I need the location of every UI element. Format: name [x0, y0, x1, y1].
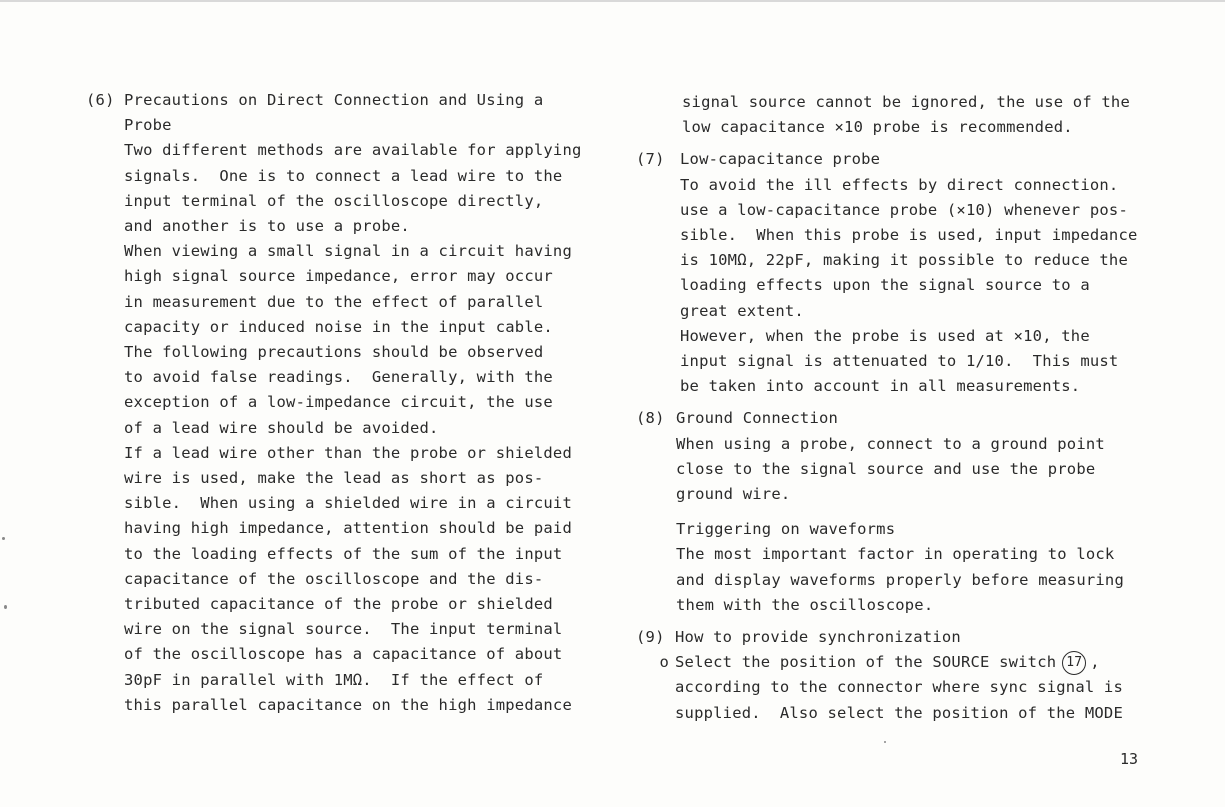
text-line: high signal source impedance, error may occur [124, 267, 553, 286]
text-line: close to the signal source and use the probe [676, 459, 1096, 478]
section-8-body [636, 432, 1181, 508]
text-line: signals. One is to connect a lead wire to the [124, 166, 563, 185]
text-line: sible. When using a shielded wire in a circuit [124, 494, 572, 513]
text-line: to avoid false readings. Generally, with the [124, 368, 553, 387]
bullet-text [675, 650, 1100, 675]
text-line: them with the oscilloscope. [676, 595, 934, 614]
text-line: If a lead wire other than the probe or shielded [124, 443, 572, 462]
section-6-number: (6) [86, 91, 115, 109]
section-9-number: (9) [636, 628, 665, 647]
text-line: 30pF in parallel with 1MΩ. If the effect of [124, 670, 544, 689]
text-line: The most important factor in operating to lock [676, 545, 1115, 564]
scan-speck [2, 537, 5, 540]
text-line: great extent. [680, 301, 804, 320]
text-line: exception of a low-impedance circuit, the use [124, 393, 553, 412]
bullet-item [636, 650, 1181, 675]
section-8-number: (8) [636, 409, 665, 428]
left-column [86, 88, 616, 718]
text-line: in measurement due to the effect of parallel [124, 292, 544, 311]
text-line: tributed capacitance of the probe or shielded [124, 595, 553, 614]
text-line: wire on the signal source. The input terminal [124, 620, 563, 639]
text-line: The following precautions should be observed [124, 343, 544, 362]
section-6-body [86, 138, 616, 718]
text-line: However, when the probe is used at ×10, the [680, 326, 1090, 345]
text-line: ground wire. [676, 485, 791, 504]
text-line: supplied. Also select the position of the MODE [675, 703, 1123, 722]
text-line: low capacitance ×10 probe is recommended. [682, 118, 1073, 137]
text-line: Two different methods are available for applying [124, 141, 582, 160]
section-9-title: How to provide synchronization [675, 628, 961, 647]
section-7-heading [636, 147, 1181, 172]
text-line: signal source cannot be ignored, the use of the [682, 93, 1130, 111]
page-top-edge [0, 0, 1225, 2]
text-line: having high impedance, attention should be paid [124, 519, 572, 538]
text-line: according to the connector where sync signal is [675, 678, 1123, 697]
text-line: and another is to use a probe. [124, 217, 410, 236]
text-line: To avoid the ill effects by direct connection. [680, 175, 1119, 194]
text-line: use a low-capacitance probe (×10) whenever pos- [680, 200, 1128, 219]
text-line: and display waveforms properly before measuring [676, 570, 1124, 589]
page-number: 13 [1120, 750, 1139, 768]
text-line: is 10MΩ, 22pF, making it possible to reduce the [680, 251, 1128, 270]
text-line: be taken into account in all measurements. [680, 377, 1081, 396]
text-line: input terminal of the oscilloscope directly, [124, 191, 544, 210]
section-6-title: Precautions on Direct Connection and Using a [124, 91, 544, 109]
section-8-heading [636, 406, 1181, 431]
text-line: sible. When this probe is used, input impedance [680, 226, 1138, 245]
section-8-title: Ground Connection [676, 409, 839, 428]
section-7-title: Low-capacitance probe [680, 150, 881, 169]
section-6-title-cont: Probe [124, 116, 172, 135]
triggering-title: Triggering on waveforms [676, 520, 896, 539]
text-line: loading effects upon the signal source to a [680, 276, 1090, 295]
text-line: input signal is attenuated to 1/10. This must [680, 352, 1119, 371]
bullet-line-1-end: , [1090, 653, 1100, 672]
triggering-body [636, 542, 1181, 618]
text-line: When using a probe, connect to a ground point [676, 434, 1105, 453]
text-line: When viewing a small signal in a circuit having [124, 242, 572, 261]
right-column [636, 90, 1181, 726]
bullet-mark: o [659, 653, 669, 672]
section-6-heading [86, 88, 616, 113]
text-line: wire is used, make the lead as short as pos- [124, 469, 544, 488]
text-line: capacitance of the oscilloscope and the dis- [124, 569, 544, 588]
section-7-number: (7) [636, 150, 665, 169]
section-7-body [636, 173, 1181, 400]
scan-speck [4, 605, 7, 609]
section-9-heading [636, 625, 1181, 650]
text-line: capacity or induced noise in the input cable. [124, 317, 553, 336]
text-line: this parallel capacitance on the high impedance [124, 695, 572, 714]
text-line: to the loading effects of the sum of the input [124, 544, 563, 563]
text-line: of a lead wire should be avoided. [124, 418, 439, 437]
text-line: of the oscilloscope has a capacitance of about [124, 645, 563, 664]
scan-speck [884, 741, 886, 743]
bullet-line-1: Select the position of the SOURCE switch [675, 653, 1057, 672]
callout-number: 17 [1062, 651, 1086, 675]
